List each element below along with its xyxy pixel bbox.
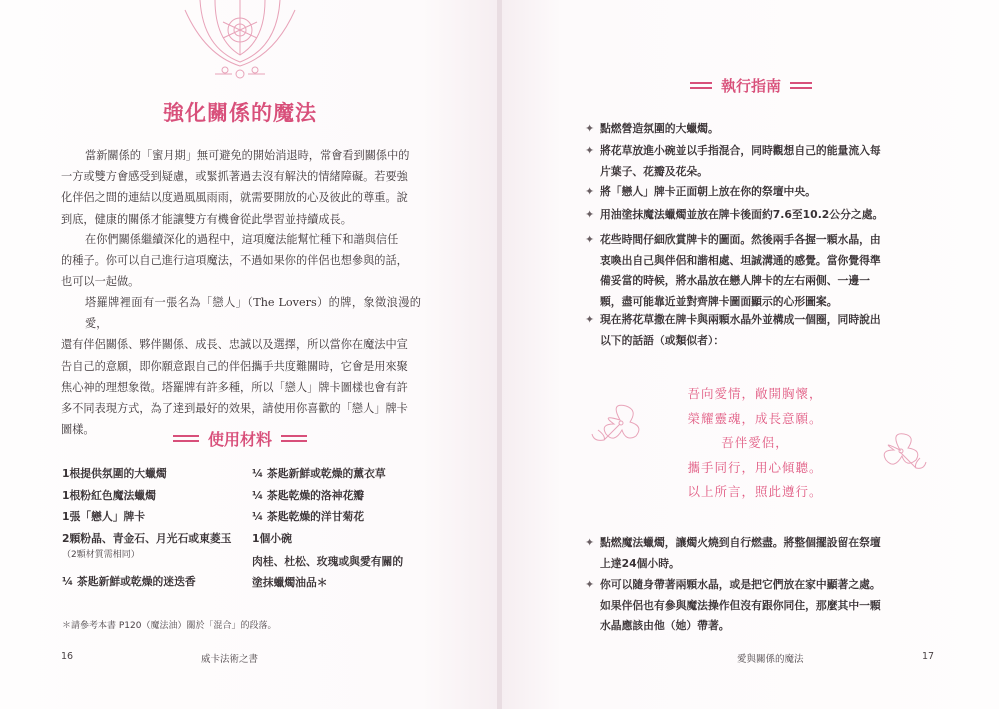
body-paragraph [61,292,421,440]
material-item: ¼ 茶匙新鮮或乾燥的迷迭香 [62,575,196,588]
step-line: 現在將花草撒在牌卡與兩顆水晶外並構成一個圈，同時說出 [600,313,881,326]
instruction-step [585,575,930,637]
body-paragraph [61,145,421,230]
four-point-star-icon: ✦ [585,144,595,157]
material-item: ¼ 茶匙乾燥的洋甘菊花 [252,510,365,523]
paragraph-line: 一方或雙方會感受到疑慮，或緊抓著過去沒有解決的情緒障礙。若要強 [61,170,408,184]
incantation-verse [640,382,870,505]
material-item: 1根提供氛圍的大蠟燭 [62,467,167,480]
heading-rule-left [173,435,199,442]
heading-rule-right [281,435,307,442]
four-point-star-icon: ✦ [585,313,595,326]
materials-heading [173,427,307,450]
step-line: 顆，盡可能靠近並對齊牌卡圖面顯示的心形圖案。 [600,294,838,308]
paragraph-line: 告自己的意願，即你願意跟自己的伴侶攜手共度難關時，它會是用來聚 [61,359,408,373]
step-line: 點燃營造氛圍的大蠟燭。 [600,122,719,135]
paragraph-line: 也可以一起做。 [61,275,140,289]
lotus-mandala-icon [175,0,305,82]
paragraph-line: 焦心神的理想象徵。塔羅牌有許多種，所以「戀人」牌卡圖樣也會有許 [61,380,408,394]
instruction-step [585,119,930,140]
material-item: 1個小碗 [252,532,292,545]
instruction-step [585,205,930,226]
incantation-line: 吾伴愛侶， [721,435,789,450]
four-point-star-icon: ✦ [585,185,595,198]
step-line: 如果伴侶也有參與魔法操作但沒有跟你同住，那麼其中一顆 [600,598,881,612]
incantation-line: 以上所言，照此遵行。 [687,484,823,499]
instructions-heading-text: 執行指南 [721,77,782,95]
step-line: 用油塗抹魔法蠟燭並放在牌卡後面約7.6至10.2公分之處。 [600,208,884,221]
material-item: （2顆材質需相同） [62,550,140,560]
footnote: ＊請參考本書 P120（魔法油）關於「混合」的段落。 [62,621,277,631]
instruction-step [585,182,930,203]
step-line: 點燃魔法蠟燭，讓燭火燒到自行燃盡。將整個擺設留在祭壇 [600,536,881,549]
running-title-right: 愛與關係的魔法 [737,654,804,665]
material-item: 1張「戀人」牌卡 [62,510,146,523]
paragraph-line: 的種子。你可以自己進行這項魔法，不過如果你的伴侶也想參與的話， [61,254,408,268]
paragraph-line: 到底，健康的關係才能讓雙方有機會從此學習並持續成長。 [61,212,352,226]
step-line: 備妥當的時候，將水晶放在戀人牌卡的左右兩側、一邊一 [600,274,870,287]
material-item: 塗抹蠟燭油品＊ [252,576,328,589]
four-point-star-icon: ✦ [585,122,595,135]
step-line: 片葉子、花瓣及花朵。 [600,164,708,178]
instruction-step [585,230,930,312]
heading-rule-left [690,82,712,89]
paragraph-line: 在你們關係繼續深化的過程中，這項魔法能幫忙種下和諧與信任 [85,233,399,246]
step-line: 水晶應該由他（她）帶著。 [600,619,730,632]
step-line: 將「戀人」牌卡正面朝上放在你的祭壇中央。 [600,185,816,198]
paragraph-line: 多不同表現方式，為了達到最好的效果，請使用你喜歡的「戀人」牌卡 [61,402,408,416]
material-item: ¼ 茶匙新鮮或乾燥的薰衣草 [252,467,386,480]
heading-rule-right [790,82,812,89]
instruction-step [585,310,930,351]
incantation-line: 吾向愛情，敞開胸懷， [687,386,823,401]
incantation-line: 攜手同行，用心傾聽。 [687,459,823,475]
material-item: 肉桂、杜松、玫瑰或與愛有關的 [252,555,404,568]
hibiscus-flower-icon [872,428,928,474]
page-title: 強化關係的魔法 [163,101,317,125]
instructions-heading [690,75,812,96]
step-line: 以下的話語（或類似者）： [600,333,725,347]
step-line: 上達24個小時。 [600,556,680,570]
step-line: 花些時間仔細欣賞牌卡的圖面。然後兩手各握一顆水晶，由 [600,233,881,246]
running-title-left: 威卡法術之書 [201,654,259,665]
materials-heading-text: 使用材料 [208,430,273,449]
body-paragraph [61,229,421,293]
four-point-star-icon: ✦ [585,233,595,246]
material-item: 2顆粉晶、青金石、月光石或東菱玉 [62,532,232,545]
four-point-star-icon: ✦ [585,536,595,549]
instruction-step [585,533,930,574]
four-point-star-icon: ✦ [585,578,595,591]
paragraph-line: 塔羅牌裡面有一張名為「戀人」（The Lovers）的牌，象徵浪漫的愛， [85,296,421,331]
step-line: 將花草放進小碗並以手指混合，同時觀想自己的能量流入每 [600,144,881,157]
paragraph-line: 化伴侶之間的連結以度過風風雨雨，就需要開放的心及彼此的尊重。說 [61,191,408,205]
step-line: 衷喚出自己與伴侶和諧相處、坦誠溝通的感覺。當你覺得準 [600,253,881,267]
four-point-star-icon: ✦ [585,208,595,221]
step-line: 你可以隨身帶著兩顆水晶，或是把它們放在家中顯著之處。 [600,578,881,591]
incantation-line: 榮耀靈魂，成長意願。 [687,410,823,426]
material-item: ¼ 茶匙乾燥的洛神花瓣 [252,489,365,502]
page-number-right: 17 [922,651,935,662]
paragraph-line: 圖樣。 [61,423,95,437]
material-item: 1根粉紅色魔法蠟燭 [62,489,156,502]
page-number-left: 16 [61,651,74,662]
paragraph-line: 還有伴侶關係、夥伴關係、成長、忠誠以及選擇，所以當你在魔法中宣 [61,338,408,352]
paragraph-line: 當新關係的「蜜月期」無可避免的開始消退時，常會看到關係中的 [85,149,410,162]
left-page [0,0,497,709]
instruction-step [585,141,930,182]
